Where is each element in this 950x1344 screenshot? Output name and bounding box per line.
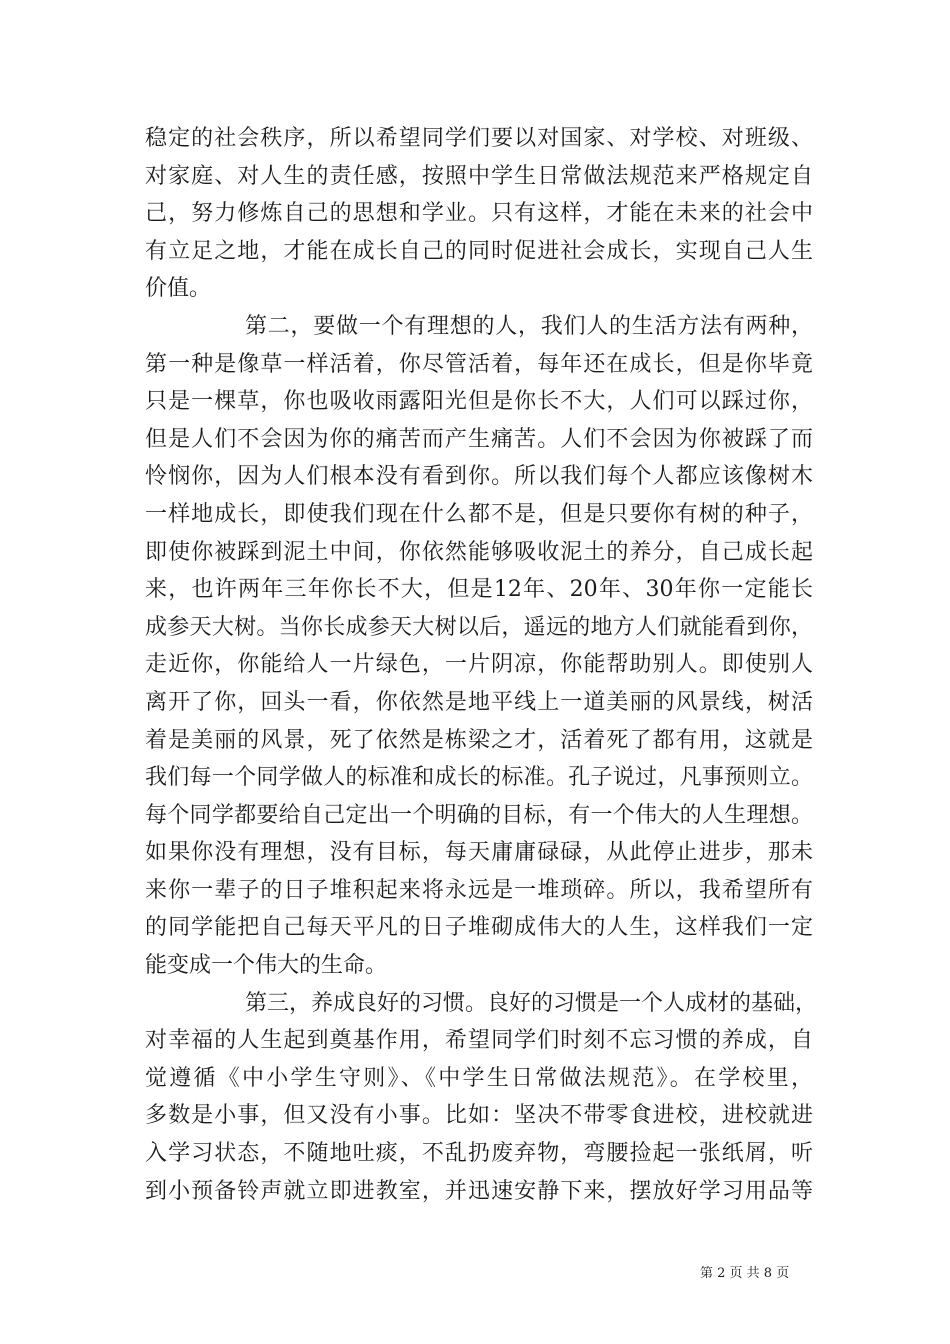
text-line: 到小预备铃声就立即进教室，并迅速安静下来，摆放好学习用品等	[145, 1178, 813, 1204]
text-line: 价值。	[145, 276, 212, 302]
body-text	[145, 120, 818, 1210]
text-line: 多数是小事，但又没有小事。比如：坚决不带零食进校，进校就进	[145, 1103, 813, 1129]
text-line: 来，也许两年三年你长不大，但是12年、20年、30年你一定能长	[145, 577, 813, 603]
text-line: 即使你被踩到泥土中间，你依然能够吸收泥土的养分，自己成长起	[145, 539, 813, 565]
text-line: 对家庭、对人生的责任感，按照中学生日常做法规范来严格规定自	[145, 163, 813, 189]
text-line: 己，努力修炼自己的思想和学业。只有这样，才能在未来的社会中	[145, 201, 813, 227]
text-line: 稳定的社会秩序，所以希望同学们要以对国家、对学校、对班级、	[145, 126, 813, 151]
text-line: 着是美丽的风景，死了依然是栋梁之才，活着死了都有用，这就是	[145, 727, 813, 753]
text-line: 第三，养成良好的习惯。良好的习惯是一个人成材的基础，	[245, 990, 818, 1016]
text-line: 对幸福的人生起到奠基作用，希望同学们时刻不忘习惯的养成，自	[145, 1028, 813, 1054]
text-line: 一样地成长，即使我们现在什么都不是，但是只要你有树的种子，	[145, 501, 813, 527]
text-line: 有立足之地，才能在成长自己的同时促进社会成长，实现自己人生	[145, 238, 813, 264]
text-line: 成参天大树。当你长成参天大树以后，遥远的地方人们就能看到你，	[145, 614, 813, 640]
text-line: 第二，要做一个有理想的人，我们人的生活方法有两种，	[245, 313, 813, 339]
text-line: 第一种是像草一样活着，你尽管活着，每年还在成长，但是你毕竟	[145, 351, 813, 377]
text-line: 我们每一个同学做人的标准和成长的标准。孔子说过，凡事预则立。	[145, 765, 813, 791]
text-line: 怜悯你，因为人们根本没有看到你。所以我们每个人都应该像树木	[145, 464, 813, 490]
text-line: 走近你，你能给人一片绿色，一片阴凉，你能帮助别人。即使别人	[145, 652, 813, 678]
text-line: 觉遵循《中小学生守则》、《中学生日常做法规范》。在学校里，	[145, 1065, 813, 1091]
text-line: 每个同学都要给自己定出一个明确的目标，有一个伟大的人生理想。	[145, 802, 813, 828]
text-line: 只是一棵草，你也吸收雨露阳光但是你长不大，人们可以踩过你，	[145, 389, 813, 415]
page-number-footer: 第 2 页 共 8 页	[700, 1266, 790, 1281]
text-line: 的同学能把自己每天平凡的日子堆砌成伟大的人生，这样我们一定	[145, 915, 813, 941]
text-line: 能变成一个伟大的生命。	[145, 953, 388, 979]
text-line: 但是人们不会因为你的痛苦而产生痛苦。人们不会因为你被踩了而	[145, 426, 813, 452]
text-line: 离开了你，回头一看，你依然是地平线上一道美丽的风景线，树活	[145, 689, 813, 715]
text-line: 来你一辈子的日子堆积起来将永远是一堆琐碎。所以，我希望所有	[145, 877, 813, 903]
text-line: 如果你没有理想，没有目标，每天庸庸碌碌，从此停止进步，那未	[145, 840, 813, 866]
text-line: 入学习状态，不随地吐痰，不乱扔废弃物，弯腰捡起一张纸屑，听	[145, 1141, 813, 1167]
